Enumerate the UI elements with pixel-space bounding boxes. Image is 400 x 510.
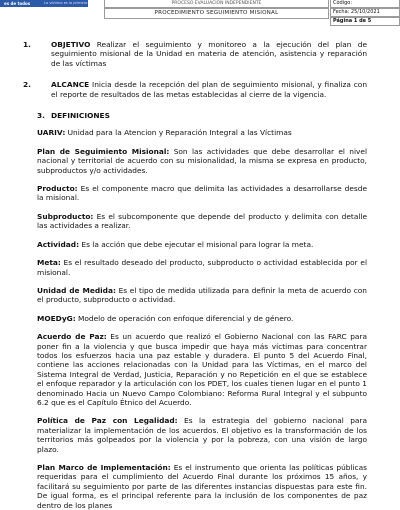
definition-term: Acuerdo de Paz:: [37, 332, 107, 342]
definition-text: Es el subcomponente que depende del producto y delimita con detalle las actividades a realizar.: [37, 211, 367, 231]
definition-term: Política de Paz con Legalidad:: [37, 416, 178, 426]
definition-text: Modelo de operación con enfoque diferencial y de género.: [75, 313, 294, 323]
header-code: Código:: [330, 0, 400, 8]
government-logo: [0, 0, 88, 7]
section-heading: DEFINICIONES: [51, 111, 110, 121]
definition-term: Actividad:: [37, 239, 80, 249]
definition-item: [37, 332, 367, 407]
section-text: Inicia desde la recepción del plan de seguimiento misional, y finaliza con el reporte de resultados de las metas establecidas al cierre de la vigencia.: [51, 80, 367, 99]
definition-text: Unidad para la Atencion y Reparación Integral a las Víctimas: [65, 128, 292, 138]
document-header: [0, 0, 400, 26]
definition-text: Es el resultado deseado del producto, subproducto o actividad establecida por el misional.: [37, 258, 367, 277]
definition-term: Subproducto:: [37, 211, 94, 221]
document-body: [23, 40, 367, 510]
definition-item: [37, 184, 367, 203]
header-page-number: Página 1 de 5: [330, 17, 400, 26]
definition-text: Es la estrategia del gobierno nacional para materializar la implementación de los acuerdos. El objetivo es la transformación de los territorios más golpeados por la violencia y por la pobreza, con una visión de largo plazo.: [37, 416, 367, 454]
logo-subtext: La víctima es lo primero: [44, 1, 88, 5]
definition-text: Es la acción que debe ejecutar el misional para lograr la meta.: [79, 239, 314, 249]
definition-term: Plan de Seguimiento Misional:: [37, 146, 170, 156]
section-heading: OBJETIVO: [51, 40, 91, 49]
header-process-name: PROCESO EVALUACIÓN INDEPENDIENTE: [104, 0, 329, 8]
definition-item: [37, 286, 367, 305]
definition-item: [37, 128, 367, 137]
definition-term: Producto:: [37, 184, 78, 194]
definition-item: [37, 416, 367, 454]
section-alcance: [23, 80, 367, 99]
definition-term: Meta:: [37, 258, 61, 268]
definition-item: [37, 463, 367, 510]
definition-item: [37, 314, 367, 323]
logo-text: es de todos: [4, 1, 31, 6]
definition-text: Es el tipo de medida utilizada para definir la meta de acuerdo con el producto, subproducto o actividad.: [37, 285, 367, 305]
definition-item: [37, 240, 367, 249]
definition-item: [37, 258, 367, 277]
definition-item: [37, 212, 367, 231]
section-number: 3.: [37, 111, 45, 121]
definition-text: Es el instrumento que orienta las políticas públicas requeridas para el cumplimiento del Acuerdo Final durante los próximos 15 años, y facilitará su seguimiento por parte de las diferentes instancias dispuestas para este fin. De igual forma, es el principal referente para la inclusión de los componentes de paz dentro de los planes: [37, 463, 367, 510]
section-heading: ALCANCE: [51, 80, 90, 90]
section-objetivo: [23, 40, 367, 68]
definition-term: Unidad de Medida:: [37, 285, 116, 295]
section-number: 1.: [23, 40, 31, 49]
section-number: 2.: [23, 80, 31, 90]
section-text: Realizar el seguimiento y monitoreo a la ejecución del plan de seguimiento misional de la Unidad en materia de atención, asistencia y reparación de las víctimas: [51, 40, 367, 68]
definition-text: Es un acuerdo que realizó el Gobierno Nacional con las FARC para poner fin a la violencia y que busca impedir que haya más víctimas para concentrar todos los esfuerzos hacia una paz estable y duradera. El punto 5 del Acuerdo Final, contiene las acciones relacionadas con la Unidad para las Víctimas, en el marco del Sistema Integral de Verdad, Justicia, Reparación y no Repetición en el que se establece el enfoque reparador y la articulación con los PDET, los cuales tienen lugar en el punto 1 denominado Hacia un Nuevo Campo Colombiano: Reforma Rural Integral y el subpunto 6.2 que es el Capítulo Étnico del Acuerdo.: [37, 332, 367, 407]
definition-term: UARIV:: [37, 128, 66, 138]
section-definiciones: [37, 111, 367, 120]
header-date: Fecha: 25/10/2021: [330, 8, 400, 17]
definition-text: Es el componente macro que delimita las actividades a desarrollarse desde la misional.: [37, 184, 367, 203]
definition-term: Plan Marco de Implementación:: [37, 463, 171, 472]
definition-term: MOEDyG:: [37, 313, 76, 323]
definition-item: [37, 147, 367, 175]
header-procedure-title: PROCEDIMIENTO SEGUIMIENTO MISIONAL: [104, 8, 329, 19]
definition-text: Son las actividades que debe desarrollar el nivel nacional y territorial de acuerdo con su misionalidad, la misma se expresa en producto, subproductos y/o actividades.: [37, 146, 367, 175]
